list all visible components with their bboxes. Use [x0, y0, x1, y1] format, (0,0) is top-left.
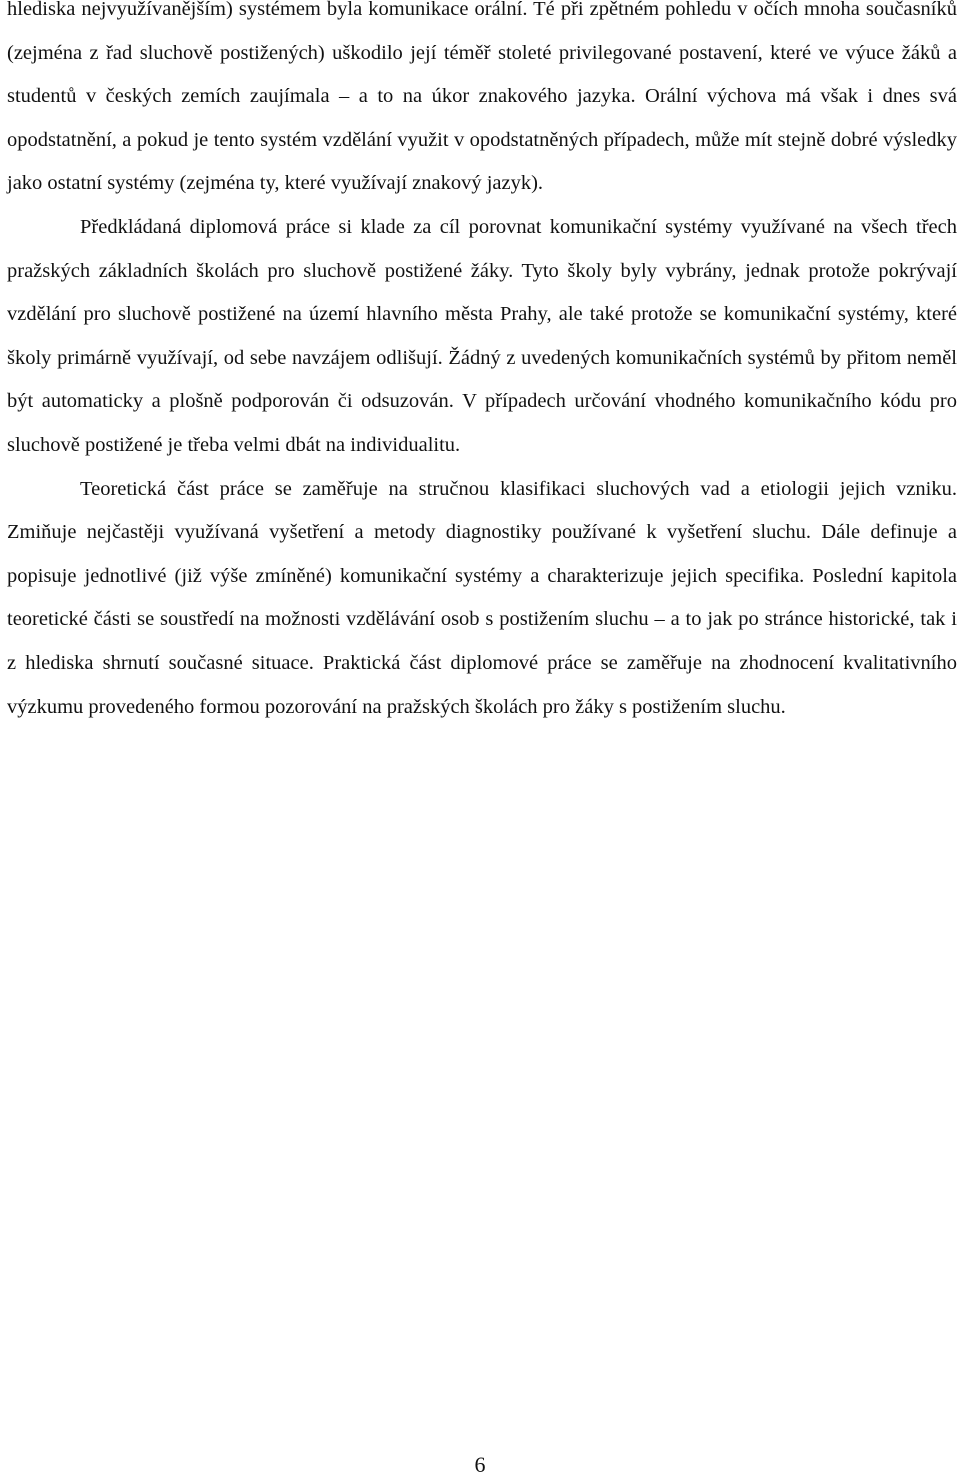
paragraph-continuation: hlediska nejvyužívanějším) systémem byla komunikace orální. Té při zpětném pohledu v očích mnoha současníků (zejména z řad sluchově postižených) uškodilo její téměř stoleté privilegované postavení, které ve výuce žáků a studentů v českých zemích zaujímala – a to na úkor znakového jazyka. Orální výchova má však i dnes svá opodstatnění, a pokud je tento systém vzdělání využit v opodstatněných případech, může mít stejně dobré výsledky jako ostatní systémy (zejména ty, které využívají znakový jazyk).	[7, 0, 957, 195]
paragraph-thesis-structure: Teoretická část práce se zaměřuje na stručnou klasifikaci sluchových vad a etiologii jejich vzniku. Zmiňuje nejčastěji využívaná vyšetření a metody diagnostiky používané k vyšetření sluchu. Dále definuje a popisuje jednotlivé (již výše zmíněné) komunikační systémy a charakterizuje jejich specifika. Poslední kapitola teoretické části se soustředí na možnosti vzdělávání osob s postižením sluchu – a to jak po stránce historické, tak i z hlediska shrnutí současné situace. Praktická část diplomové práce se zaměřuje na zhodnocení kvalitativního výzkumu provedeného formou pozorování na pražských školách pro žáky s postižením sluchu.	[7, 477, 957, 718]
page-number: 6	[474, 1452, 486, 1477]
paragraph-thesis-goal: Předkládaná diplomová práce si klade za cíl porovnat komunikační systémy využívané na všech třech pražských základních školách pro sluchově postižené žáky. Tyto školy byly vybrány, jednak protože pokrývají vzdělání pro sluchově postižené na území hlavního města Prahy, ale také protože se komunikační systémy, které školy primárně využívají, od sebe navzájem odlišují. Žádný z uvedených komunikačních systémů by přitom neměl být automaticky a plošně podporován či odsuzován. V případech určování vhodného komunikačního kódu pro sluchově postižené je třeba velmi dbát na individualitu.	[7, 215, 957, 456]
document-body	[7, 0, 957, 729]
